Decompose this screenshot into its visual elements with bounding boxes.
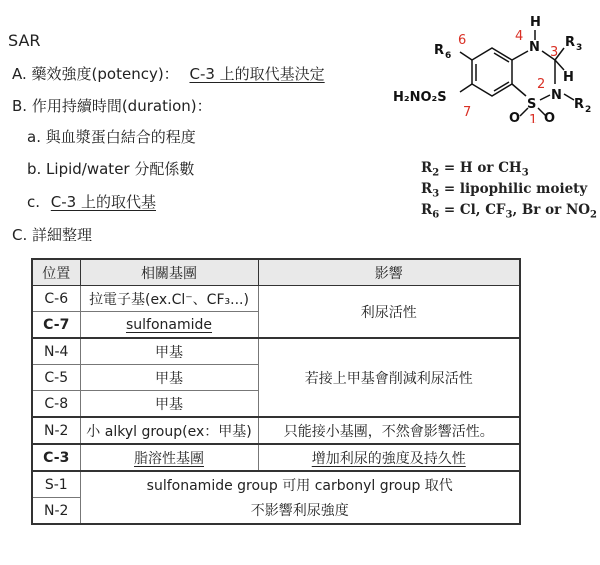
cell-group: 小 alkyl group(ex：甲基) bbox=[80, 417, 258, 444]
table-row bbox=[32, 498, 520, 525]
cell-position: C-8 bbox=[32, 391, 80, 418]
atom-n4: N bbox=[529, 40, 540, 55]
item-b-b: b. Lipid/water 分配係數 bbox=[27, 160, 195, 178]
header-group: 相關基團 bbox=[80, 259, 258, 286]
atom-r2: R bbox=[574, 97, 585, 112]
cell-group: sulfonamide bbox=[80, 312, 258, 339]
cell-group: 甲基 bbox=[80, 391, 258, 418]
atom-r3: R bbox=[565, 35, 576, 50]
table-row bbox=[32, 286, 520, 312]
cell-position: N-2 bbox=[32, 417, 80, 444]
atom-r6-sub: 6 bbox=[445, 51, 452, 61]
atom-r3-sub: 3 bbox=[576, 43, 583, 53]
position-number-6: 6 bbox=[458, 33, 467, 48]
table-row bbox=[32, 338, 520, 365]
atom-o-left: O bbox=[509, 111, 521, 123]
atom-sulfonamide: H₂NO₂S bbox=[393, 90, 447, 105]
cell-effect: 利尿活性 bbox=[258, 286, 520, 339]
item-a-value: C-3 上的取代基決定 bbox=[189, 65, 325, 83]
legend-r6-sub: 3 bbox=[505, 209, 513, 221]
atom-s: S bbox=[527, 97, 537, 112]
cell-group: 甲基 bbox=[80, 365, 258, 391]
legend-r6: $R_6 = Cl$, $CF_3$, Br or $NO_2$ bbox=[421, 202, 598, 221]
item-b-a: a. 與血漿蛋白結合的程度 bbox=[27, 128, 196, 146]
bond-c3-h bbox=[555, 60, 564, 70]
legend-r6-rest: , Br or NO bbox=[512, 202, 591, 218]
atom-h-right: H bbox=[563, 70, 574, 85]
bond-c7-s bbox=[460, 84, 472, 92]
cell-position: C-7 bbox=[32, 312, 80, 339]
header-effect: 影響 bbox=[258, 259, 520, 286]
legend-r2: $R_2 = H$ or $CH_3$ bbox=[421, 160, 529, 179]
cell-position: C-3 bbox=[32, 444, 80, 471]
cell-group: 甲基 bbox=[80, 338, 258, 365]
bond-n2-r2 bbox=[564, 94, 574, 100]
item-b-c-value: C-3 上的取代基 bbox=[50, 193, 156, 211]
thiazide-structure-diagram bbox=[390, 8, 600, 123]
table-row bbox=[32, 417, 520, 444]
legend-r2-text: = H or CH bbox=[443, 160, 522, 176]
table-row bbox=[32, 444, 520, 471]
bond-c-n4 bbox=[512, 51, 528, 60]
atom-r6: R bbox=[434, 43, 445, 58]
item-a bbox=[12, 63, 325, 84]
cell-position: C-5 bbox=[32, 365, 80, 391]
position-number-1: 1 bbox=[529, 113, 538, 123]
position-number-7: 7 bbox=[463, 105, 472, 120]
cell-merged-note: sulfonamide group 可用 carbonyl group 取代 bbox=[80, 471, 520, 498]
item-b-c bbox=[27, 191, 156, 212]
benzene-ring bbox=[472, 48, 512, 96]
cell-position: N-4 bbox=[32, 338, 80, 365]
item-a-label: A. 藥效強度(potency)： bbox=[12, 65, 179, 83]
cell-merged-note: 不影響利尿強度 bbox=[80, 498, 520, 525]
table-row bbox=[32, 471, 520, 498]
cell-position: N-2 bbox=[32, 498, 80, 525]
legend-r3-text: = lipophilic moiety bbox=[443, 181, 588, 197]
cell-position: C-6 bbox=[32, 286, 80, 312]
header-position: 位置 bbox=[32, 259, 80, 286]
atom-h-top: H bbox=[530, 15, 541, 30]
item-c: C. 詳細整理 bbox=[12, 226, 93, 244]
atom-n2: N bbox=[551, 88, 562, 103]
legend-r3: $R_3$ = lipophilic moiety bbox=[421, 181, 588, 200]
sar-title: SAR bbox=[8, 31, 41, 50]
atom-r2-sub: 2 bbox=[585, 105, 592, 115]
item-b-c-label: c. bbox=[27, 193, 41, 211]
position-number-3: 3 bbox=[550, 45, 559, 60]
atom-o-right: O bbox=[544, 111, 556, 123]
bond-n2-s bbox=[540, 95, 550, 100]
legend-r2-sub: 3 bbox=[521, 167, 529, 179]
bond-c-s bbox=[512, 84, 526, 96]
position-number-2: 2 bbox=[537, 77, 546, 92]
cell-group: 脂溶性基團 bbox=[80, 444, 258, 471]
legend-r6-text: = Cl, CF bbox=[443, 202, 506, 218]
cell-effect: 只能接小基團，不然會影響活性。 bbox=[258, 417, 520, 444]
position-number-4: 4 bbox=[515, 29, 524, 44]
legend-r6-sub2: 2 bbox=[590, 209, 598, 221]
cell-position: S-1 bbox=[32, 471, 80, 498]
cell-effect: 若接上甲基會削減利尿活性 bbox=[258, 338, 520, 417]
cell-group: 拉電子基(ex.Cl⁻、CF₃...) bbox=[80, 286, 258, 312]
bond-c6-r6 bbox=[460, 52, 472, 60]
item-b: B. 作用持續時間(duration)： bbox=[12, 97, 212, 115]
cell-effect: 增加利尿的強度及持久性 bbox=[258, 444, 520, 471]
sar-table bbox=[31, 258, 521, 525]
